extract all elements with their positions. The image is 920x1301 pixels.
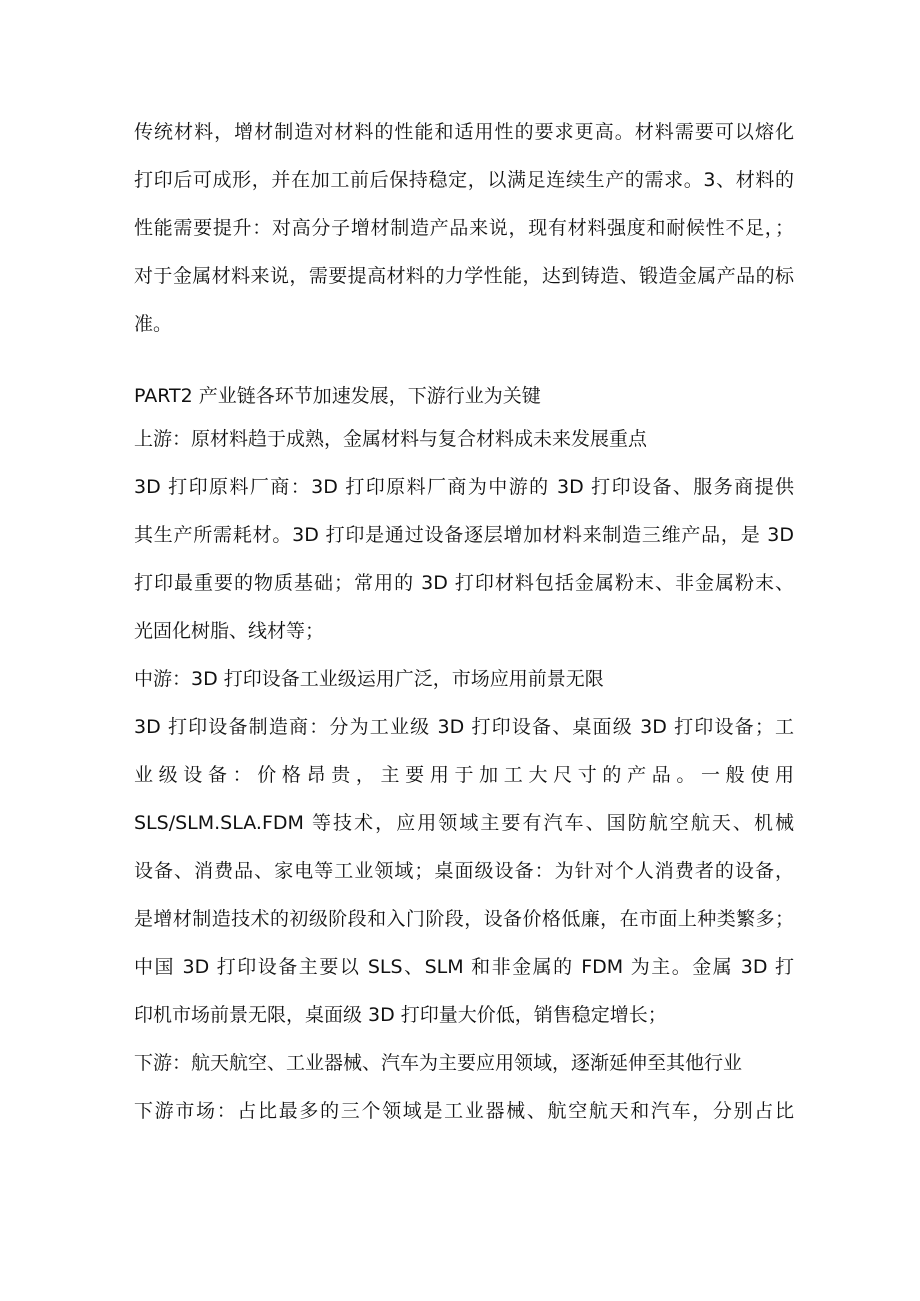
paragraph-materials bbox=[134, 108, 794, 348]
text-line: 对于金属材料来说，需要提高材料的力学性能，达到铸造、锻造金属产品的标 bbox=[134, 265, 794, 287]
text-line: 打印最重要的物质基础；常用的 3D 打印材料包括金属粉末、非金属粉末、 bbox=[134, 572, 794, 594]
subheading-upstream: 上游：原材料趋于成熟，金属材料与复合材料成未来发展重点 bbox=[134, 428, 648, 450]
text-line: 3D 打印原料厂商：3D 打印原料厂商为中游的 3D 打印设备、服务商提供 bbox=[134, 476, 794, 498]
text-line: 中国 3D 打印设备主要以 SLS、SLM 和非金属的 FDM 为主。金属 3D 打 bbox=[134, 956, 794, 978]
text-line: 业级设备：价格昂贵，主要用于加工大尺寸的产品。一般使用 bbox=[134, 764, 794, 786]
text-line: 其生产所需耗材。3D 打印是通过设备逐层增加材料来制造三维产品，是 3D bbox=[134, 524, 794, 546]
text-line: 性能需要提升：对高分子增材制造产品来说，现有材料强度和耐候性不足，； bbox=[134, 217, 794, 239]
text-line: 准。 bbox=[134, 313, 173, 335]
text-line: 打印后可成形，并在加工前后保持稳定，以满足连续生产的需求。3、材料的 bbox=[134, 169, 794, 191]
subheading-downstream: 下游：航天航空、工业器械、汽车为主要应用领域，逐渐延伸至其他行业 bbox=[134, 1052, 743, 1074]
section-heading bbox=[134, 372, 794, 420]
text-line: 传统材料，增材制造对材料的性能和适用性的要求更高。材料需要可以熔化 bbox=[134, 121, 794, 143]
text-line: 光固化树脂、线材等； bbox=[134, 620, 325, 642]
section-body bbox=[134, 415, 794, 1135]
text-line: 下游市场：占比最多的三个领域是工业器械、航空航天和汽车，分别占比 bbox=[134, 1100, 794, 1122]
text-line: SLS/SLM.SLA.FDM 等技术，应用领域主要有汽车、国防航空航天、机械 bbox=[134, 812, 794, 834]
heading-text: PART2 产业链各环节加速发展，下游行业为关键 bbox=[134, 385, 541, 407]
text-line: 印机市场前景无限，桌面级 3D 打印量大价低，销售稳定增长； bbox=[134, 1004, 667, 1026]
text-line: 3D 打印设备制造商：分为工业级 3D 打印设备、桌面级 3D 打印设备；工 bbox=[134, 716, 794, 738]
text-line: 是增材制造技术的初级阶段和入门阶段，设备价格低廉，在市面上种类繁多； bbox=[134, 908, 794, 930]
subheading-midstream: 中游：3D 打印设备工业级运用广泛，市场应用前景无限 bbox=[134, 668, 604, 690]
text-line: 设备、消费品、家电等工业领域；桌面级设备：为针对个人消费者的设备， bbox=[134, 860, 794, 882]
